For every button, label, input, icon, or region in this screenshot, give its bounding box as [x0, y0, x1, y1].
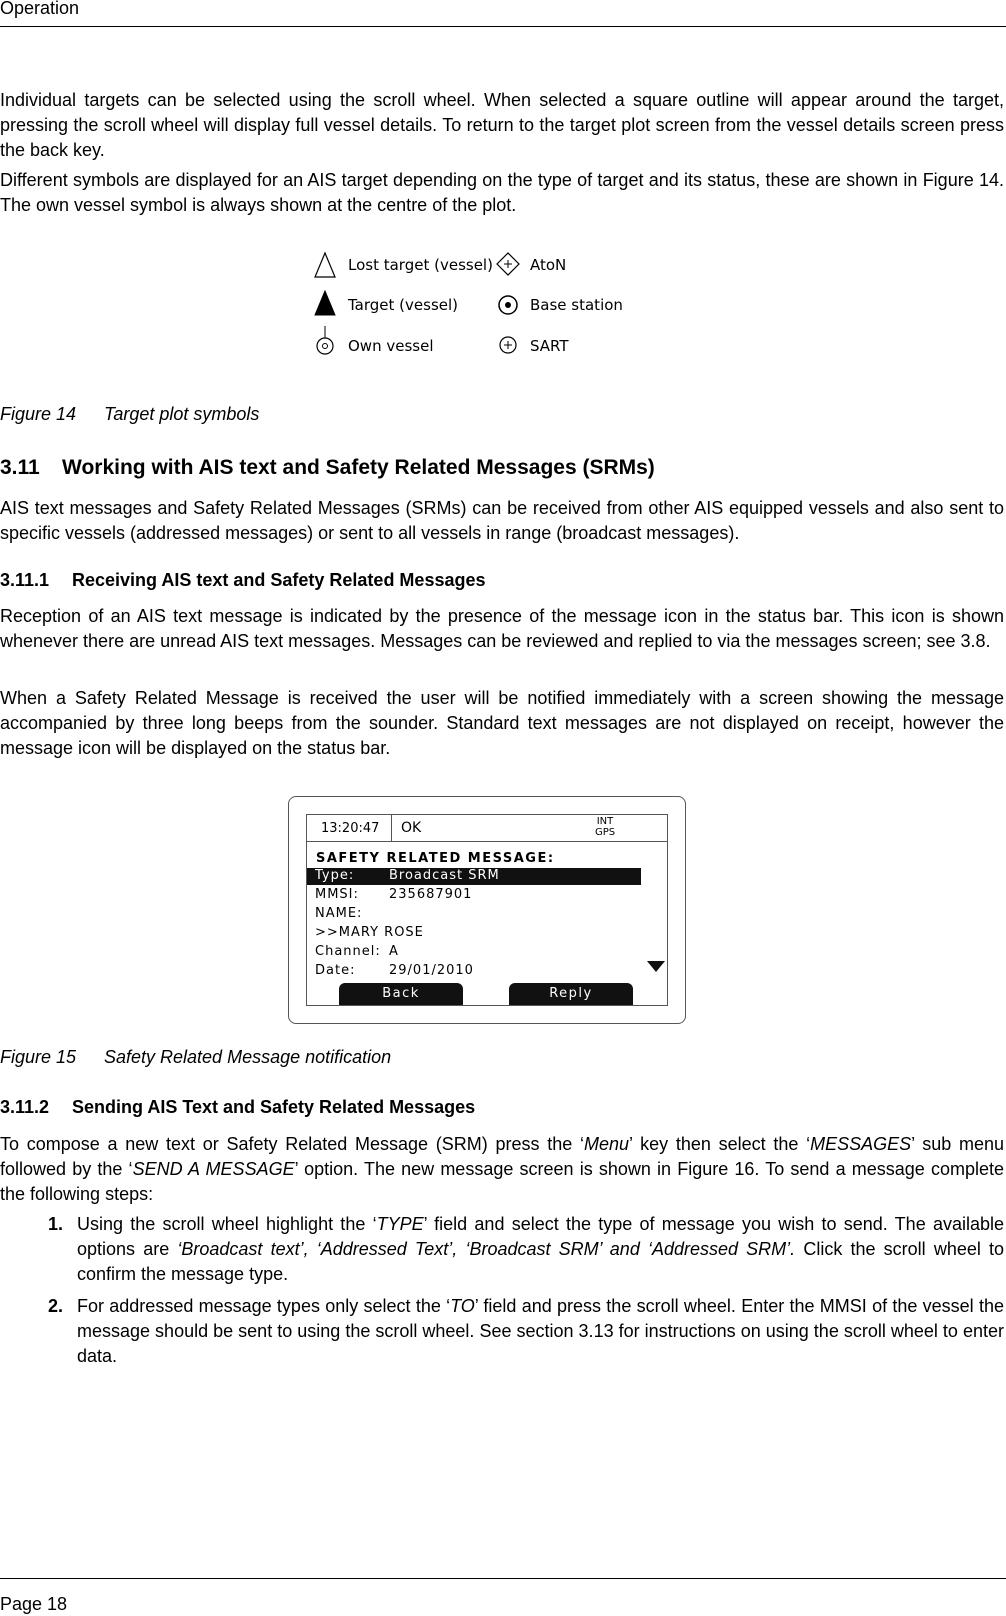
section-3-11-2-number: 3.11.2	[0, 1097, 50, 1117]
step-2	[0, 1294, 1004, 1369]
section-3-11-heading	[0, 456, 655, 480]
date-value: 29/01/2010	[389, 963, 474, 978]
step-1	[0, 1212, 1004, 1287]
step-2-number: 2.	[48, 1296, 64, 1316]
section-3-11-number: 3.11	[0, 456, 40, 479]
position-source	[595, 816, 615, 838]
target-icon	[315, 291, 335, 315]
date-label: Date:	[315, 963, 356, 978]
channel-value: A	[389, 944, 399, 959]
figure-14-title: Target plot symbols	[104, 404, 260, 424]
menu-key-term: Menu	[584, 1134, 630, 1154]
status-time: 13:20:47	[321, 821, 380, 836]
step-1-number: 1.	[48, 1214, 64, 1234]
section-3-11-1-heading	[0, 570, 486, 591]
header-rule	[0, 26, 1006, 27]
type-term: TYPE	[376, 1214, 424, 1234]
page-number: Page 18	[0, 1594, 68, 1614]
section-3-11-1-paragraph-2: When a Safety Related Message is received the user will be notified immediately with a screen showing the message accompanied by three long beeps from the sounder. Standard text messages are not displayed on receipt, however the message icon will be displayed on the status bar.	[0, 688, 1004, 758]
aton-icon	[497, 253, 519, 275]
section-3-11-2-paragraph: To compose a new text or Safety Related Message (SRM) press the ‘Menu’ key then select the ‘MESSAGES’ sub menu followed by the ‘SEND A MESSAGE’ option. The new message screen is shown in Figure 16. To send a message complete the following steps:	[0, 1134, 1004, 1204]
reply-button[interactable]: Reply	[509, 983, 633, 1005]
type-label: Type:	[315, 868, 355, 883]
step-2-text: For addressed message types only select the ‘TO’ field and press the scroll wheel. Enter the MMSI of the vessel the message should be sent to using the scroll wheel. See section 3.13 for instructions on using the scroll wheel to enter data.	[77, 1296, 1004, 1366]
section-3-11-title: Working with AIS text and Safety Related Messages (SRMs)	[62, 456, 655, 479]
name-label: NAME:	[315, 906, 363, 921]
status-bar	[307, 815, 667, 842]
messages-term: MESSAGES	[810, 1134, 912, 1154]
back-button[interactable]: Back	[339, 983, 463, 1005]
section-3-11-2-title: Sending AIS Text and Safety Related Messages	[72, 1097, 476, 1117]
channel-label: Channel:	[315, 944, 381, 959]
scroll-down-icon[interactable]	[647, 961, 665, 973]
section-3-11-paragraph: AIS text messages and Safety Related Messages (SRMs) can be received from other AIS equipped vessels and also sent to specific vessels (addressed messages) or sent to all vessels in range (broadcast messages).	[0, 498, 1004, 543]
figure-14-caption	[0, 404, 259, 425]
own-vessel-icon	[317, 326, 333, 354]
sart-label: SART	[530, 337, 569, 355]
status-divider	[391, 815, 392, 841]
section-3-11-1-paragraph-1: Reception of an AIS text message is indicated by the presence of the message icon in the status bar. This icon is shown whenever there are unread AIS text messages. Messages can be reviewed and replied to via the messages screen; see 3.8.	[0, 606, 1004, 651]
mmsi-label: MMSI:	[315, 887, 359, 902]
send-a-message-term: SEND A MESSAGE	[132, 1159, 295, 1179]
name-value: >>MARY ROSE	[315, 925, 424, 940]
int-indicator: INT	[596, 816, 614, 827]
gps-indicator: GPS	[595, 827, 616, 838]
figure-15-number: Figure 15	[0, 1047, 77, 1067]
base-station-icon	[499, 296, 517, 314]
srm-screen-figure	[288, 796, 686, 1024]
screen-title: SAFETY RELATED MESSAGE:	[316, 851, 555, 866]
section-3-11-1-number: 3.11.1	[0, 570, 50, 590]
own-vessel-label: Own vessel	[348, 337, 434, 355]
base-station-label: Base station	[530, 296, 623, 314]
intro-paragraph-1: Individual targets can be selected using the scroll wheel. When selected a square outline will appear around the target, pressing the scroll wheel will display full vessel details. To return to the target plot screen from the vessel details screen press the back key.	[0, 90, 1004, 160]
sart-icon	[500, 337, 516, 353]
figure-15-title: Safety Related Message notification	[104, 1047, 392, 1067]
status-text: OK	[401, 820, 422, 836]
intro-paragraph-2: Different symbols are displayed for an AIS target depending on the type of target and its status, these are shown in Figure 14. The own vessel symbol is always shown at the centre of the plot.	[0, 170, 1004, 215]
figure-15-caption	[0, 1047, 391, 1068]
message-type-options: ‘Broadcast text’, ‘Addressed Text’, ‘Broadcast SRM’ and ‘Addressed SRM’.	[177, 1239, 796, 1259]
lost-target-icon	[315, 253, 335, 277]
running-header: Operation	[0, 0, 80, 18]
section-3-11-2-heading	[0, 1097, 475, 1118]
section-3-11-1-title: Receiving AIS text and Safety Related Messages	[72, 570, 486, 590]
to-term: TO	[450, 1296, 475, 1316]
target-label: Target (vessel)	[348, 296, 459, 314]
step-1-text: Using the scroll wheel highlight the ‘TYPE’ field and select the type of message you wish to send. The available options are ‘Broadcast text’, ‘Addressed Text’, ‘Broadcast SRM’ and ‘Addressed SRM’. Click the scroll wheel to confirm the message type.	[77, 1214, 1005, 1284]
lost-target-label: Lost target (vessel)	[348, 256, 493, 274]
type-value: Broadcast SRM	[389, 868, 500, 883]
mmsi-value: 235687901	[389, 887, 473, 902]
footer-rule	[0, 1578, 1006, 1579]
figure-14-number: Figure 14	[0, 404, 77, 424]
aton-label: AtoN	[530, 256, 567, 274]
lcd-display	[306, 814, 668, 1006]
